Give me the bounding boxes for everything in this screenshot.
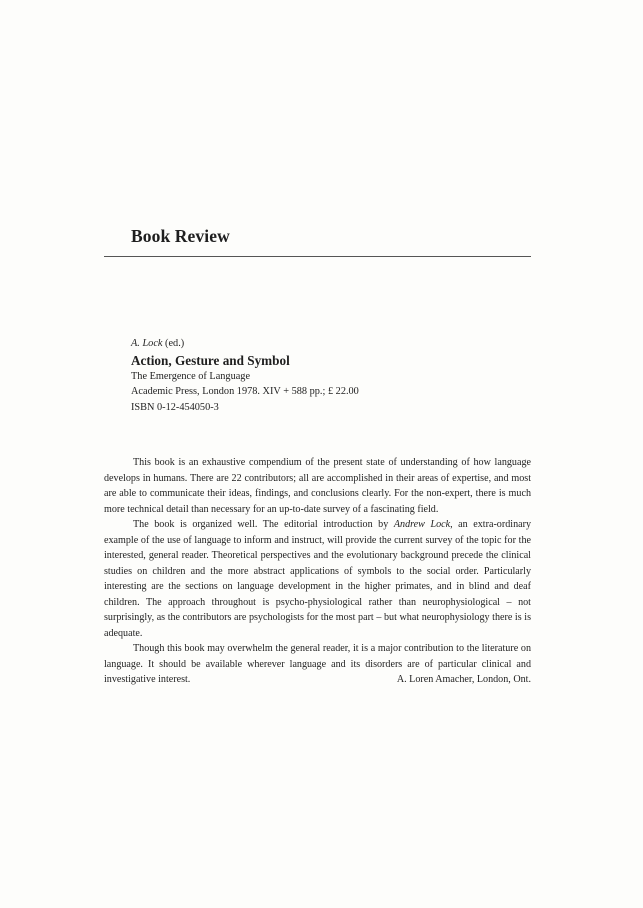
editor-name: A. Lock: [131, 338, 163, 349]
review-paragraph-2: [104, 517, 531, 641]
bibliography: [131, 336, 531, 415]
isbn: ISBN 0-12-454050-3: [131, 401, 219, 413]
page-title: Book Review: [131, 226, 230, 246]
editor-role: (ed.): [165, 338, 185, 349]
review-paragraph-1: This book is an exhaustive compendium of the present state of understanding of how language develops in humans. There are 22 contributors; all are accomplished in their areas of expertise, and most are able to communicate their ideas, findings, and conclusions clearly. For the non-expert, there is much more technical detail than necessary for an up-to-date survey of a fascinating field.: [104, 457, 531, 515]
title-divider: [104, 256, 531, 257]
book-subtitle: The Emergence of Language: [131, 370, 251, 382]
publication-info: Academic Press, London 1978. XIV + 588 pp.; £ 22.00: [131, 386, 359, 397]
reviewer-signature: A. Loren Amacher, London, Ont.: [396, 674, 531, 685]
paragraph-3-text: Though this book may overwhelm the general reader, it is a major contribution to the literature on language. It should be available wherever language and its disorders are of particular clinical and investigative interest.: [104, 643, 531, 685]
review-text: [104, 455, 531, 688]
book-title: Action, Gesture and Symbol: [131, 352, 290, 368]
paragraph-2-start: The book is organized well. The editorial introduction by: [133, 519, 389, 530]
review-paragraph-3: [104, 641, 531, 688]
editor-name-inline: Andrew Lock: [393, 519, 451, 530]
editor-line: [131, 336, 531, 352]
paragraph-2-rest: , an extra-ordinary example of the use of language to inform and instruct, will provide the current survey of the topic for the interested, general reader. Theoretical perspectives and the evolutionary background precede the clinical studies on children and the more abstract applications of symbols to the social order. Particularly interesting are the sections on language development in the higher primates, and in blind and deaf children. The approach throughout is psycho-physiological rather than neurophysiological – not surprisingly, as the contributors are psychologists for the most part – but what neurophysiology there is is adequate.: [104, 519, 532, 639]
